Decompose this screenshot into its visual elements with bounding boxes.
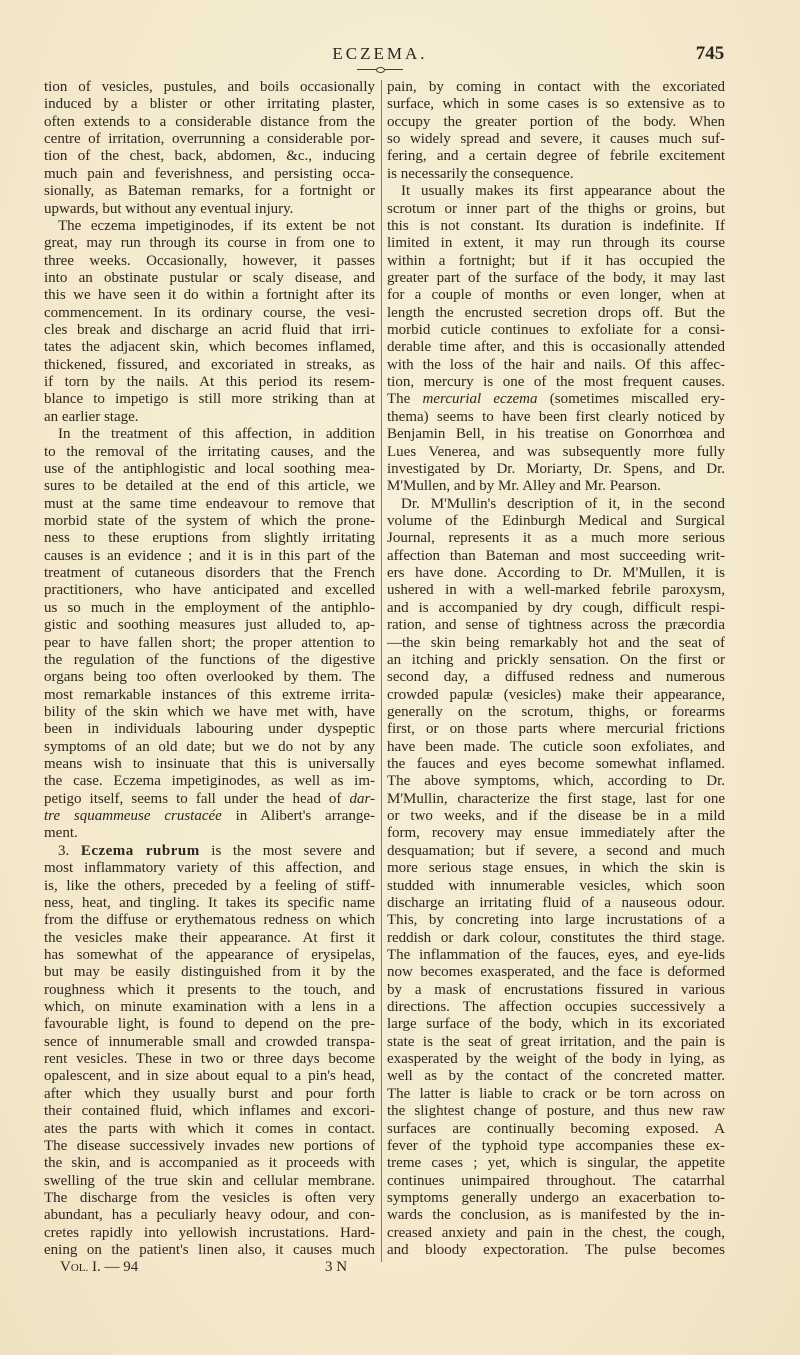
text-line bbox=[387, 617, 725, 634]
text-span: sures to be detailed at the end of this article, we bbox=[44, 478, 375, 495]
text-line bbox=[44, 1121, 375, 1138]
text-span: been in individuals labouring under dyspeptic bbox=[44, 721, 375, 738]
text-line bbox=[44, 461, 375, 478]
text-span: the vesicles make their appearance. At first it bbox=[44, 929, 375, 946]
text-span: great, may run through its course in from one to bbox=[44, 235, 375, 252]
bold-heading-text: Eczema rubrum bbox=[80, 842, 200, 859]
text-line bbox=[387, 131, 725, 148]
text-span: ening on the patient's linen also, it causes much bbox=[44, 1242, 375, 1259]
text-line bbox=[387, 1190, 725, 1207]
text-line bbox=[44, 339, 375, 356]
text-line bbox=[387, 1138, 725, 1155]
text-line bbox=[44, 530, 375, 547]
text-line bbox=[387, 930, 725, 947]
text-span: Benjamin Bell, in his treatise on Gonorrhœa and bbox=[387, 426, 725, 443]
text-span: thema) seems to have been first clearly noticed by bbox=[387, 408, 725, 425]
text-span: state is the seat of great irritation, and the pain is bbox=[387, 1033, 725, 1050]
text-span: is necessarily the consequence. bbox=[387, 165, 574, 182]
text-span: creased anxiety and pain in the chest, the cough, bbox=[387, 1224, 725, 1241]
text-line bbox=[387, 582, 725, 599]
text-line bbox=[44, 1034, 375, 1051]
text-line bbox=[387, 825, 725, 842]
text-span: tion of the chest, back, abdomen, &c., inducing bbox=[44, 148, 375, 165]
text-span: induced by a blister or other irritating plaster, bbox=[44, 96, 375, 113]
text-line bbox=[44, 912, 375, 929]
italic-text: dar- bbox=[349, 790, 375, 807]
text-line bbox=[387, 999, 725, 1016]
text-span: form, recovery may ensue immediately after the bbox=[387, 825, 725, 842]
text-line bbox=[44, 1138, 375, 1155]
text-line bbox=[44, 1190, 375, 1207]
text-span: blance to impetigo is still more striking than at bbox=[44, 391, 375, 408]
text-span: reddish or dark colour, constitutes the third stage. bbox=[387, 929, 725, 946]
text-line bbox=[387, 1068, 725, 1085]
text-span: derable time after, and this is occasionally attended bbox=[387, 339, 725, 356]
text-line bbox=[44, 183, 375, 200]
signature-small: OL. bbox=[70, 1262, 89, 1274]
text-line bbox=[387, 739, 725, 756]
text-line bbox=[387, 235, 725, 252]
text-span: more serious stage ensues, in which the skin is bbox=[387, 860, 725, 877]
text-span: large surface of the body, which in its excoriated bbox=[387, 1016, 725, 1033]
text-span: use of the antiphlogistic and local soothing mea- bbox=[44, 460, 375, 477]
text-span: ers have done. According to Dr. M'Mullen, it is bbox=[387, 565, 725, 582]
text-line bbox=[387, 808, 725, 825]
text-span: The inflammation of the fauces, eyes, and eye-lids bbox=[387, 946, 725, 963]
signature-mark bbox=[60, 1259, 138, 1276]
text-span: surface, which in some cases is so extensive as to bbox=[387, 96, 725, 113]
text-span: treme cases ; yet, which is singular, the appetite bbox=[387, 1155, 725, 1172]
text-span: much pain and feverishness, and persisting occa- bbox=[44, 165, 375, 182]
text-line bbox=[44, 1103, 375, 1120]
text-line bbox=[387, 79, 725, 96]
text-span: The above symptoms, which, according to Dr. bbox=[387, 773, 725, 790]
text-line bbox=[44, 478, 375, 495]
text-line bbox=[387, 791, 725, 808]
text-line bbox=[44, 1207, 375, 1224]
text-line bbox=[44, 652, 375, 669]
text-line bbox=[387, 461, 725, 478]
text-line bbox=[387, 652, 725, 669]
text-span: the skin, and is accompanied as it proceeds with bbox=[44, 1155, 375, 1172]
text-span: symptoms of an old date; but we do not by any bbox=[44, 738, 375, 755]
column-divider bbox=[381, 80, 382, 1262]
text-span: affection than Bateman and most succeeding writ- bbox=[387, 547, 725, 564]
text-line bbox=[44, 409, 375, 426]
text-line bbox=[44, 947, 375, 964]
text-span: into an obstinate pustular or scaly disease, and bbox=[44, 269, 375, 286]
text-line bbox=[387, 548, 725, 565]
text-span: The disease successively invades new portions of bbox=[44, 1137, 375, 1154]
text-span: length the encrusted secretion drops off. But the bbox=[387, 304, 725, 321]
text-span: us so much in the employment of the antiphlo- bbox=[44, 599, 375, 616]
text-line bbox=[44, 635, 375, 652]
text-line bbox=[387, 860, 725, 877]
text-span: occupy the greater portion of the body. When bbox=[387, 113, 725, 130]
text-span: ness to these eruptions from slightly irritating bbox=[44, 530, 375, 547]
text-span: if torn by the nails. At this period its resem- bbox=[44, 374, 375, 391]
text-line bbox=[387, 270, 725, 287]
text-line bbox=[387, 756, 725, 773]
text-span: tion of vesicles, pustules, and boils occasionally bbox=[44, 79, 375, 95]
text-line bbox=[387, 1034, 725, 1051]
text-line bbox=[387, 687, 725, 704]
text-line bbox=[44, 218, 375, 235]
text-span: abundant, has a peculiarly heavy odour, and con- bbox=[44, 1207, 375, 1224]
text-line bbox=[44, 374, 375, 391]
text-line bbox=[44, 791, 375, 808]
text-span: fering, and a certain degree of febrile excitement bbox=[387, 148, 725, 165]
text-line bbox=[44, 600, 375, 617]
text-line bbox=[44, 235, 375, 252]
text-span: sionally, as Bateman remarks, for a fortnight or bbox=[44, 183, 375, 200]
text-line bbox=[44, 687, 375, 704]
text-span: In the treatment of this affection, in addition bbox=[58, 426, 375, 443]
text-line bbox=[44, 548, 375, 565]
text-span: surfaces are continually becoming exposed. A bbox=[387, 1120, 725, 1137]
text-line bbox=[387, 513, 725, 530]
text-span: roughness which it presents to the touch, and bbox=[44, 981, 375, 998]
text-span: thickened, fissured, and excoriated in streaks, as bbox=[44, 356, 375, 373]
text-span: after which they usually burst and pour forth bbox=[44, 1085, 375, 1102]
text-line bbox=[44, 1016, 375, 1033]
text-span: have been made. The cuticle soon exfoliates, and bbox=[387, 738, 725, 755]
text-line bbox=[387, 305, 725, 322]
text-line bbox=[44, 270, 375, 287]
text-line bbox=[44, 1155, 375, 1172]
ornament-rule bbox=[357, 69, 403, 71]
text-line bbox=[44, 999, 375, 1016]
text-span: ment. bbox=[44, 825, 78, 842]
text-span: favourable light, is found to depend on the pre- bbox=[44, 1016, 375, 1033]
text-span: symptoms generally undergo an exacerbation to- bbox=[387, 1190, 725, 1206]
text-line bbox=[44, 1086, 375, 1103]
text-line bbox=[44, 617, 375, 634]
italic-text: tre squammeuse crustacée bbox=[44, 808, 222, 825]
text-line bbox=[387, 773, 725, 790]
text-span: The latter is liable to crack or be torn across on bbox=[387, 1085, 725, 1102]
text-span: M'Mullin, characterize the first stage, last for one bbox=[387, 790, 725, 807]
text-line bbox=[387, 1155, 725, 1172]
text-span: and is accompanied by dry cough, difficult respi- bbox=[387, 599, 725, 616]
text-line bbox=[387, 1242, 725, 1259]
text-span: (sometimes miscalled ery- bbox=[537, 391, 725, 408]
text-span: an itching and prickly sensation. On the first or bbox=[387, 651, 725, 668]
left-column bbox=[44, 79, 375, 1259]
text-line bbox=[44, 808, 375, 825]
text-span: treatment of cutaneous disorders that the French bbox=[44, 565, 375, 582]
text-span: Lues Venerea, and was subsequently more fully bbox=[387, 443, 725, 460]
text-span: cles break and discharge an acrid fluid that irri- bbox=[44, 322, 375, 339]
text-line bbox=[387, 287, 725, 304]
text-line bbox=[387, 96, 725, 113]
text-line bbox=[44, 773, 375, 790]
text-span: well as by the contact of the concreted matter. bbox=[387, 1068, 725, 1085]
text-span: directions. The affection occupies successively a bbox=[387, 999, 725, 1016]
text-span: scrotum or inner part of the thighs or groins, but bbox=[387, 200, 725, 217]
text-span: often extends to a considerable distance from the bbox=[44, 113, 375, 130]
text-line bbox=[387, 114, 725, 131]
text-span: M'Mullen, and by Mr. Alley and Mr. Pearson. bbox=[387, 478, 661, 495]
text-span: their contained fluid, which inflames and excori- bbox=[44, 1103, 375, 1120]
text-span: an earlier stage. bbox=[44, 408, 139, 425]
text-span: most inflammatory variety of this affection, and bbox=[44, 860, 375, 877]
text-line bbox=[44, 582, 375, 599]
text-line bbox=[44, 357, 375, 374]
text-line bbox=[44, 444, 375, 461]
text-line bbox=[387, 669, 725, 686]
text-line bbox=[387, 982, 725, 999]
text-line bbox=[44, 982, 375, 999]
text-span: which, on minute examination with a lens in a bbox=[44, 999, 375, 1016]
text-line bbox=[387, 530, 725, 547]
text-span: organs being too often overlooked by them. The bbox=[44, 669, 375, 686]
text-line bbox=[44, 201, 375, 218]
text-line bbox=[44, 426, 375, 443]
text-span: so widely spread and severe, it causes much suf- bbox=[387, 131, 725, 148]
text-span: generally on the scrotum, thighs, or forearms bbox=[387, 703, 725, 720]
text-line bbox=[44, 166, 375, 183]
text-span: gistic and soothing measures just alluded to, ap- bbox=[44, 617, 375, 634]
running-title: ECZEMA. bbox=[332, 44, 428, 63]
text-span: is, like the others, preceded by a feeling of stiff- bbox=[44, 877, 375, 894]
signature-rest: I. — 94 bbox=[88, 1259, 139, 1275]
text-line bbox=[387, 218, 725, 235]
text-span: by a mask of encrustations fissured in various bbox=[387, 981, 725, 998]
text-span: The bbox=[387, 391, 423, 408]
text-line bbox=[387, 1016, 725, 1033]
text-line bbox=[387, 374, 725, 391]
text-span: upwards, but without any eventual injury. bbox=[44, 200, 294, 217]
text-span: the fauces and eyes become somewhat inflamed. bbox=[387, 756, 725, 773]
text-span: volume of the Edinburgh Medical and Surgical bbox=[387, 512, 725, 529]
italic-text: mercurial eczema bbox=[422, 391, 538, 408]
text-line bbox=[44, 131, 375, 148]
text-line bbox=[387, 201, 725, 218]
text-span: ushered in with a well-marked febrile paroxysm, bbox=[387, 582, 725, 599]
text-line bbox=[44, 1173, 375, 1190]
text-span: most remarkable instances of this extreme irrita- bbox=[44, 686, 375, 703]
text-line bbox=[44, 305, 375, 322]
text-span: exasperated by the weight of the body in lying, as bbox=[387, 1051, 725, 1068]
text-span: or two weeks, and if the disease be in a mild bbox=[387, 808, 725, 825]
text-line bbox=[44, 114, 375, 131]
text-line bbox=[44, 322, 375, 339]
text-span: Journal, represents it as a much more serious bbox=[387, 530, 725, 547]
text-line bbox=[387, 912, 725, 929]
text-span: is the most severe and bbox=[199, 842, 376, 859]
text-line bbox=[44, 1068, 375, 1085]
text-span: but may be easily distinguished from it by the bbox=[44, 964, 375, 981]
text-line bbox=[44, 895, 375, 912]
text-span: swelling of the true skin and cellular membrane. bbox=[44, 1172, 375, 1189]
text-span: causes is an evidence ; and it is in this part of the bbox=[44, 547, 375, 564]
text-span: to the removal of the irritating causes, and the bbox=[44, 443, 375, 460]
text-line bbox=[387, 1086, 725, 1103]
text-line bbox=[44, 148, 375, 165]
text-line bbox=[387, 704, 725, 721]
text-span: The eczema impetiginodes, if its extent be not bbox=[58, 217, 375, 234]
sheet-mark: 3 N bbox=[325, 1259, 348, 1275]
text-span: bility of the skin which we have met with, have bbox=[44, 703, 375, 720]
text-line bbox=[387, 148, 725, 165]
text-line bbox=[387, 565, 725, 582]
text-line bbox=[387, 1225, 725, 1242]
text-line bbox=[387, 947, 725, 964]
text-span: continues unimpaired throughout. The catarrhal bbox=[387, 1172, 725, 1189]
text-span: this we have seen it do within a fortnight after its bbox=[44, 287, 375, 304]
text-span: fever of the typhoid type accompanies these ex- bbox=[387, 1137, 725, 1154]
text-line bbox=[387, 253, 725, 270]
text-line bbox=[44, 391, 375, 408]
text-span: must at the same time endeavour to remove that bbox=[44, 495, 375, 512]
text-span: three weeks. Occasionally, however, it passes bbox=[44, 252, 375, 269]
text-span: Dr. M'Mullin's description of it, in the second bbox=[401, 495, 725, 512]
text-line bbox=[44, 287, 375, 304]
text-line bbox=[44, 79, 375, 96]
text-span: practitioners, who have anticipated and excelled bbox=[44, 582, 375, 599]
text-line bbox=[387, 964, 725, 981]
text-line bbox=[387, 895, 725, 912]
text-line bbox=[44, 756, 375, 773]
text-span: It usually makes its first appearance about the bbox=[401, 183, 725, 200]
text-span: first, or on those parts where mercurial frictions bbox=[387, 721, 725, 738]
text-span: in Alibert's arrange- bbox=[221, 808, 376, 825]
text-span: greater part of the surface of the body, it may last bbox=[387, 269, 725, 286]
text-line bbox=[44, 513, 375, 530]
text-span: and bloody expectoration. The pulse becomes bbox=[387, 1242, 725, 1259]
text-span: discharge an irritating fluid of a nauseous odour. bbox=[387, 894, 725, 911]
page-number: 745 bbox=[695, 43, 725, 64]
text-line bbox=[44, 96, 375, 113]
text-line bbox=[387, 843, 725, 860]
text-line bbox=[387, 878, 725, 895]
text-span: desquamation; but if severe, a second and much bbox=[387, 842, 725, 859]
text-span: morbid state of the system of which the prone- bbox=[44, 512, 375, 529]
text-line bbox=[387, 322, 725, 339]
text-line bbox=[387, 635, 725, 652]
text-line bbox=[387, 600, 725, 617]
text-line bbox=[387, 496, 725, 513]
text-line bbox=[44, 565, 375, 582]
text-line bbox=[387, 409, 725, 426]
text-span: for a couple of months or even longer, when at bbox=[387, 287, 725, 304]
text-span: limited in extent, it may run through its course bbox=[387, 235, 725, 252]
text-span: crowded papulæ (vesicles) make their appearance, bbox=[387, 686, 725, 703]
text-line bbox=[44, 669, 375, 686]
text-line bbox=[387, 1103, 725, 1120]
text-span: tates the adjacent skin, which becomes inflamed, bbox=[44, 339, 375, 356]
text-span: ration, and sense of tightness across the præcordia bbox=[387, 617, 725, 634]
text-line bbox=[387, 166, 725, 183]
text-span: studded with innumerable vesicles, which soon bbox=[387, 877, 725, 894]
text-span: ness, heat, and tingling. It takes its specific name bbox=[44, 894, 375, 911]
text-line bbox=[44, 1242, 375, 1259]
text-span: commencement. In its ordinary course, the vesi- bbox=[44, 304, 375, 321]
text-line bbox=[44, 843, 375, 860]
text-line bbox=[387, 183, 725, 200]
text-line bbox=[387, 339, 725, 356]
text-span: tion, mercury is one of the most frequent causes. bbox=[387, 374, 725, 391]
text-line bbox=[387, 721, 725, 738]
text-span: wards the conclusion, as is manifested by the in- bbox=[387, 1207, 725, 1224]
text-span: rent vesicles. These in two or three days become bbox=[44, 1051, 375, 1068]
text-line bbox=[44, 930, 375, 947]
text-line bbox=[44, 1051, 375, 1068]
text-line bbox=[387, 357, 725, 374]
text-line bbox=[387, 478, 725, 495]
text-span: second day, a diffused redness and numerous bbox=[387, 669, 725, 686]
text-line bbox=[44, 253, 375, 270]
text-line bbox=[387, 1051, 725, 1068]
text-span: within a fortnight; but if it has occupied the bbox=[387, 252, 725, 269]
text-span: the slightest change of posture, and thus new raw bbox=[387, 1103, 725, 1120]
text-line bbox=[387, 391, 725, 408]
text-span: centre of irritation, overrunning a considerable por- bbox=[44, 131, 375, 148]
text-span: This, by concreting into large incrustations of a bbox=[387, 912, 725, 929]
text-line bbox=[387, 1207, 725, 1224]
text-line bbox=[44, 721, 375, 738]
right-column bbox=[387, 79, 725, 1259]
text-line bbox=[44, 964, 375, 981]
text-span: the regulation of the functions of the digestive bbox=[44, 651, 375, 668]
text-span: means wish to insinuate that this is universally bbox=[44, 756, 375, 773]
signature-prefix: V bbox=[60, 1259, 71, 1275]
text-span: pain, by coming in contact with the excoriated bbox=[387, 79, 725, 95]
text-line bbox=[44, 825, 375, 842]
text-span: The discharge from the vesicles is often very bbox=[44, 1190, 375, 1206]
text-line bbox=[44, 704, 375, 721]
text-span: pear to have fallen short; the proper attention to bbox=[44, 634, 375, 651]
text-span: morbid cuticle continues to exfoliate for a consi- bbox=[387, 322, 725, 339]
text-span: 3. bbox=[58, 842, 81, 859]
text-span: —the skin being remarkably hot and the seat of bbox=[387, 634, 725, 651]
text-span: this is not constant. Its duration is indefinite. If bbox=[387, 217, 725, 234]
text-span: sence of innumerable small and crowded transpa- bbox=[44, 1033, 375, 1050]
text-line bbox=[44, 496, 375, 513]
text-line bbox=[387, 1121, 725, 1138]
text-line bbox=[44, 878, 375, 895]
text-span: with the loss of the hair and nails. Of this affec- bbox=[387, 356, 725, 373]
text-span: investigated by Dr. Moriarty, Dr. Spens, and Dr. bbox=[387, 460, 725, 477]
text-line bbox=[387, 444, 725, 461]
text-line bbox=[44, 860, 375, 877]
text-line bbox=[44, 1225, 375, 1242]
text-line bbox=[44, 739, 375, 756]
text-span: petigo itself, seems to fall under the head of bbox=[44, 790, 350, 807]
text-span: opalescent, and in size about equal to a pin's head, bbox=[44, 1068, 375, 1085]
text-span: the case. Eczema impetiginodes, as well as im- bbox=[44, 773, 375, 790]
text-span: has somewhat of the appearance of erysipelas, bbox=[44, 946, 375, 963]
text-span: from the diffuse or erythematous redness on which bbox=[44, 912, 375, 929]
text-span: now becomes exasperated, and the face is deformed bbox=[387, 964, 725, 981]
text-line bbox=[387, 1173, 725, 1190]
text-line bbox=[387, 426, 725, 443]
text-span: cretes rapidly into yellowish incrustations. Hard- bbox=[44, 1224, 375, 1241]
text-span: ates the parts with which it comes in contact. bbox=[44, 1120, 375, 1137]
